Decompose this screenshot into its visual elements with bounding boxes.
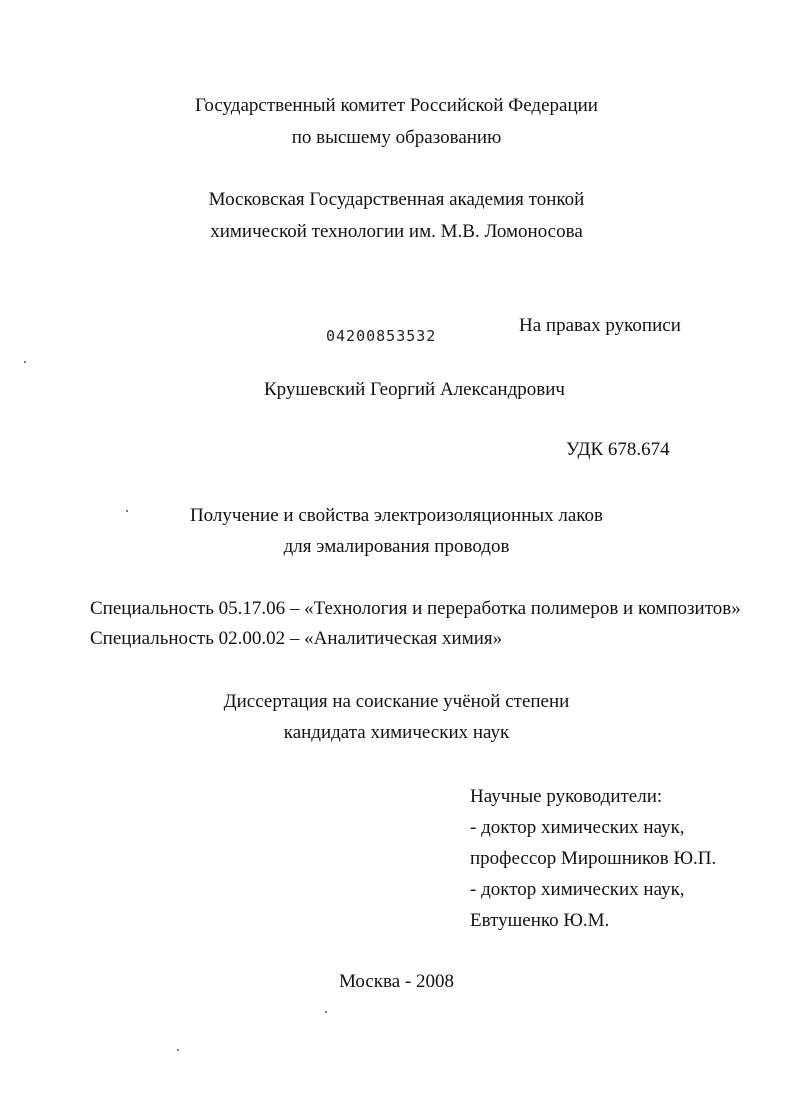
committee-line-2: по высшему образованию — [291, 127, 502, 148]
scan-speck — [24, 361, 26, 363]
supervisor-line-4: Евтушенко Ю.М. — [470, 910, 610, 931]
author-name: Крушевский Георгий Александрович — [264, 379, 565, 400]
specialty-1: Специальность 05.17.06 – «Технология и переработка полимеров и композитов» — [90, 598, 741, 619]
degree-line-1: Диссертация на соискание учёной степени — [223, 691, 570, 712]
academy-line-1: Московская Государственная академия тонкой — [208, 189, 585, 210]
scan-speck — [325, 1011, 327, 1013]
specialty-2: Специальность 02.00.02 – «Аналитическая химия» — [90, 628, 503, 649]
scan-speck — [177, 1049, 179, 1051]
city-year: Москва - 2008 — [338, 971, 455, 992]
manuscript-rights: На правах рукописи — [519, 315, 681, 336]
supervisor-line-1: - доктор химических наук, — [470, 817, 685, 838]
supervisors-heading: Научные руководители: — [470, 786, 663, 807]
scan-speck — [126, 510, 128, 512]
dissertation-title-line-1: Получение и свойства электроизоляционных лаков — [189, 505, 604, 526]
supervisor-line-2: профессор Мирошников Ю.П. — [470, 848, 717, 869]
dissertation-title-line-2: для эмалирования проводов — [283, 536, 510, 557]
degree-line-2: кандидата химических наук — [283, 722, 510, 743]
udc-code: УДК 678.674 — [566, 439, 670, 460]
academy-line-2: химической технологии им. М.В. Ломоносова — [210, 221, 583, 242]
supervisor-line-3: - доктор химических наук, — [470, 879, 685, 900]
committee-line-1: Государственный комитет Российской Федерации — [195, 95, 598, 116]
registration-number: 04200853532 — [326, 327, 437, 345]
